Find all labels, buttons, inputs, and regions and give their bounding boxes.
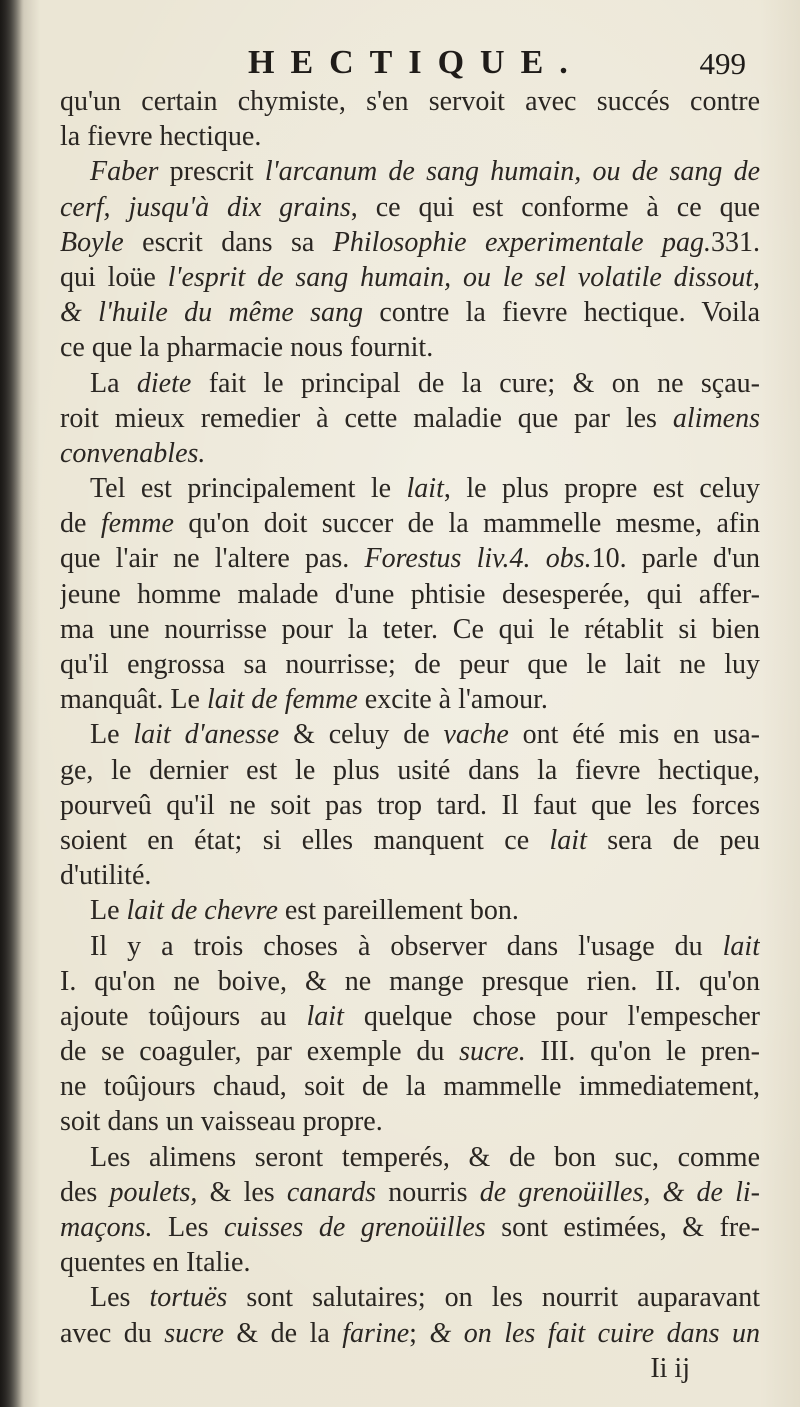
text-span: Le xyxy=(90,719,134,751)
text-span: soient en état; si elles manquent ce xyxy=(60,824,550,856)
text-span: Ii ij xyxy=(650,1352,690,1384)
italic-text: Boyle xyxy=(60,226,124,258)
text-span: qui loüe xyxy=(60,261,168,293)
text-span: ce que la pharmacie nous fournit. xyxy=(60,332,434,364)
italic-text: lait xyxy=(406,473,444,505)
text-line xyxy=(60,999,760,1034)
text-span: Le xyxy=(90,895,127,927)
text-span: La xyxy=(90,367,137,399)
text-span: quelque chose pour l'empescher xyxy=(343,1000,760,1032)
text-span: Tel est principalement le xyxy=(90,473,407,505)
text-line xyxy=(60,366,760,401)
text-span: qu'on doit succer de la mammelle mesme, afin xyxy=(173,508,760,540)
text-line xyxy=(60,823,760,858)
running-title: HECTIQUE. xyxy=(248,44,584,81)
text-span: & de la xyxy=(223,1317,343,1349)
page-number: 499 xyxy=(699,46,746,81)
italic-text: Faber xyxy=(90,156,159,188)
text-span: 331. xyxy=(711,226,760,258)
text-line xyxy=(60,1280,760,1315)
text-line xyxy=(60,577,760,612)
text-line xyxy=(60,154,760,189)
text-line xyxy=(60,436,760,471)
text-line xyxy=(60,1210,760,1245)
text-span: manquât. Le xyxy=(60,684,207,716)
italic-text: vache xyxy=(443,719,509,751)
text-line xyxy=(60,295,760,330)
signature-mark xyxy=(60,1351,760,1386)
text-span: des xyxy=(60,1176,110,1208)
italic-text: lait de chevre xyxy=(126,895,278,927)
italic-text: diete xyxy=(136,367,192,399)
text-line xyxy=(60,260,760,295)
text-span: & celuy de xyxy=(279,719,444,751)
italic-text: de grenoüilles, & de li- xyxy=(479,1176,760,1208)
italic-text: & on les fait cuire dans un xyxy=(429,1317,760,1349)
text-line xyxy=(60,893,760,928)
text-span: que l'air ne l'altere pas. xyxy=(60,543,365,575)
italic-text: femme xyxy=(100,508,174,540)
italic-text: canards xyxy=(286,1176,377,1208)
text-span: , ce qui est conforme à ce que xyxy=(350,191,760,223)
text-span: sera de peu xyxy=(586,824,760,856)
italic-text: alimens xyxy=(672,402,760,434)
text-line xyxy=(60,1175,760,1210)
italic-text: lait xyxy=(306,1000,344,1032)
text-line xyxy=(60,612,760,647)
text-line xyxy=(60,858,760,893)
text-line xyxy=(60,190,760,225)
text-span: fait le principal de la cure; & on ne sçau- xyxy=(191,367,760,399)
text-line xyxy=(60,119,760,154)
italic-text: lait xyxy=(549,824,587,856)
italic-text: cuisses de grenoüilles xyxy=(223,1212,486,1243)
italic-text: sucre. xyxy=(459,1036,526,1068)
binding-gutter-shadow xyxy=(0,0,24,1407)
italic-text: tortuës xyxy=(149,1282,228,1314)
text-span: de se coaguler, par exemple du xyxy=(60,1036,460,1068)
text-span: sont estimées, & fre- xyxy=(485,1212,760,1243)
text-span: la fievre hectique. xyxy=(60,121,262,153)
body-text xyxy=(60,84,760,1386)
text-span: 10. parle d'un xyxy=(591,543,760,575)
text-line xyxy=(60,753,760,788)
text-span: ; xyxy=(409,1317,430,1349)
text-line xyxy=(60,1140,760,1175)
italic-text: Philosophie experimentale pag. xyxy=(332,226,711,258)
text-line xyxy=(60,1034,760,1069)
text-span: sont salutaires; on les nourrit auparavant xyxy=(227,1282,760,1314)
text-line xyxy=(60,1316,760,1351)
text-span: de xyxy=(60,508,101,540)
italic-text: cerf, jusqu'à dix grains xyxy=(60,191,351,223)
text-line xyxy=(60,84,760,119)
text-line xyxy=(60,1245,760,1280)
text-span: pourveû qu'il ne soit pas trop tard. Il faut que les forces xyxy=(60,789,760,821)
text-span: est pareillement bon. xyxy=(277,895,519,927)
text-span: d'utilité. xyxy=(60,860,152,892)
text-line xyxy=(60,401,760,436)
text-span: ne toûjours chaud, soit de la mammelle immediatement, xyxy=(60,1071,760,1103)
italic-text: lait de femme xyxy=(206,684,358,716)
text-line xyxy=(60,471,760,506)
text-span: & les xyxy=(197,1176,287,1208)
text-span: avec du xyxy=(60,1317,165,1349)
italic-text: lait d'anesse xyxy=(133,719,280,751)
italic-text: lait xyxy=(722,930,760,962)
text-span: I. qu'on ne boive, & ne mange presque rien. II. qu'on xyxy=(60,965,760,997)
text-span: prescrit xyxy=(158,156,265,188)
italic-text: convenables. xyxy=(60,437,206,469)
italic-text: farine xyxy=(342,1317,410,1349)
text-span: III. qu'on le pren- xyxy=(525,1036,760,1068)
italic-text: l'arcanum de sang humain, ou de sang de xyxy=(264,156,760,188)
text-span: soit dans un vaisseau propre. xyxy=(60,1106,383,1138)
text-span: ajoute toûjours au xyxy=(60,1000,307,1032)
text-line xyxy=(60,682,760,717)
text-line xyxy=(60,541,760,576)
text-span: Les alimens seront temperés, & de bon suc, comme xyxy=(90,1141,760,1173)
italic-text: l'esprit de sang humain, ou le sel volatile dissout, xyxy=(167,261,760,293)
italic-text: sucre xyxy=(164,1317,224,1349)
text-span: jeune homme malade d'une phtisie desesperée, qui affer- xyxy=(60,578,760,610)
text-line xyxy=(60,506,760,541)
italic-text: Forestus liv.4. obs. xyxy=(364,543,592,575)
text-span: ge, le dernier est le plus usité dans la fievre hectique, xyxy=(60,754,760,786)
text-line xyxy=(60,717,760,752)
text-span: ma une nourrisse pour la teter. Ce qui le rétablit si bien xyxy=(60,613,760,645)
italic-text: poulets, xyxy=(109,1176,198,1208)
text-span: qu'un certain chymiste, s'en servoit avec succés contre xyxy=(60,86,760,117)
text-span: ont été mis en usa- xyxy=(508,719,760,751)
text-line xyxy=(60,1104,760,1139)
text-span: escrit dans sa xyxy=(123,226,333,258)
text-line xyxy=(60,1069,760,1104)
text-line xyxy=(60,964,760,999)
text-span: contre la fievre hectique. Voila xyxy=(363,297,760,329)
italic-text: maçons. xyxy=(60,1212,153,1243)
text-line xyxy=(60,647,760,682)
text-span: quentes en Italie. xyxy=(60,1247,251,1279)
text-span: roit mieux remedier à cette maladie que par les xyxy=(60,402,673,434)
text-span: , le plus propre est celuy xyxy=(443,473,760,505)
text-span: Les xyxy=(152,1212,224,1243)
text-span: Les xyxy=(90,1282,150,1314)
text-span: qu'il engrossa sa nourrisse; de peur que le lait ne luy xyxy=(60,649,760,680)
text-span: nourris xyxy=(376,1176,480,1208)
text-line xyxy=(60,929,760,964)
text-span: Il y a trois choses à observer dans l'usage du xyxy=(90,930,723,962)
text-line xyxy=(60,330,760,365)
text-line xyxy=(60,225,760,260)
text-span: excite à l'amour. xyxy=(357,684,548,716)
text-line xyxy=(60,788,760,823)
italic-text: & l'huile du même sang xyxy=(60,297,364,329)
